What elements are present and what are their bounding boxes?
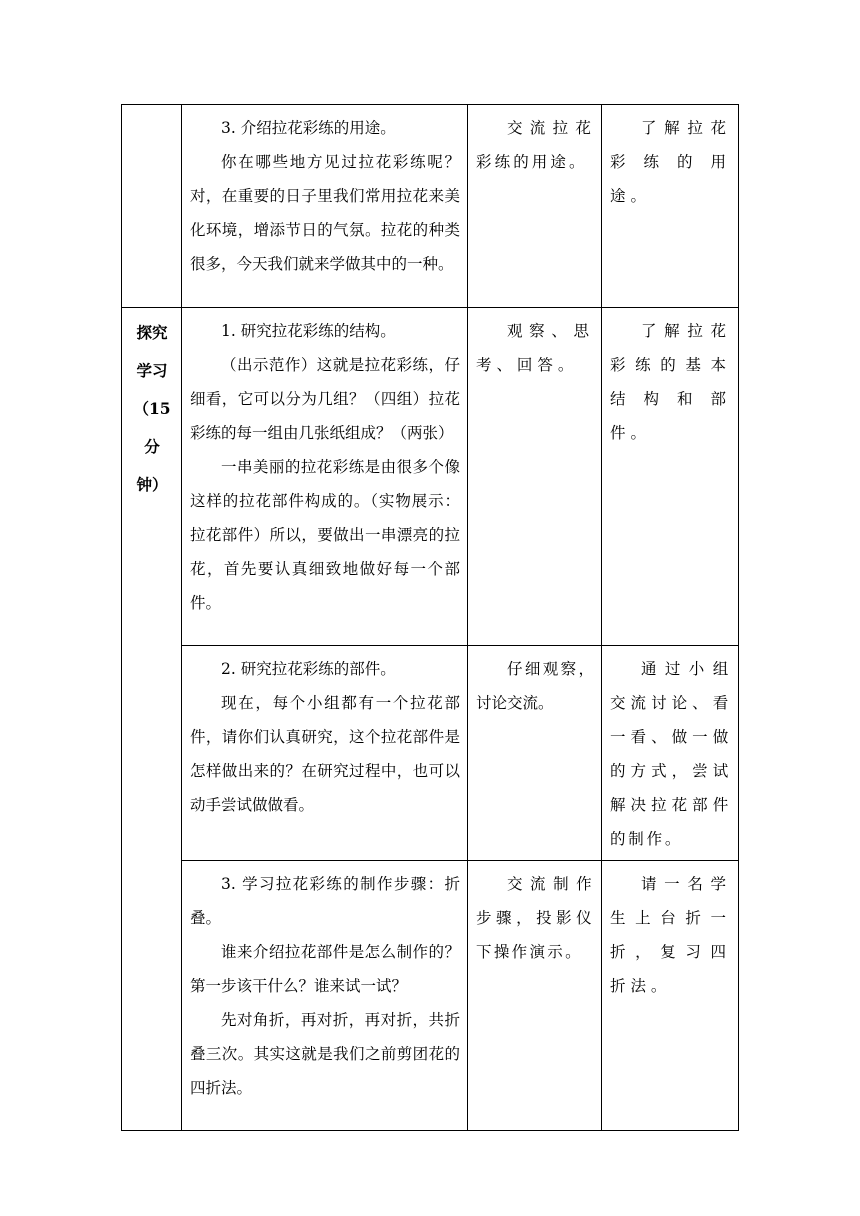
stage-cell-empty: [122, 105, 182, 308]
activity-heading: 3. 介绍拉花彩练的用途。: [221, 119, 396, 137]
activity-heading: 1. 研究拉花彩练的结构。: [221, 322, 396, 340]
student-activity-text: 仔细观察，讨论交流。: [476, 660, 594, 712]
student-activity-cell: [468, 105, 602, 308]
design-intent-text: 通过小组交流讨论、看一看、做一做的方式，尝试解决拉花部件的制作。: [610, 660, 731, 848]
design-intent-text: 了解拉花彩练的基本结构和部件。: [610, 322, 731, 442]
activity-paragraph: 现在，每个小组都有一个拉花部件，请你们认真研究，这个拉花部件是怎样做出来的？在研究过程中，也可以动手尝试做做看。: [190, 694, 460, 814]
student-activity-cell: [468, 646, 602, 861]
stage-label-line: 探究: [136, 323, 168, 342]
activity-paragraph: （出示范作）这就是拉花彩练，仔细看，它可以分为几组？（四组）拉花彩练的每一组由几张纸组成？（两张）: [190, 356, 460, 442]
activity-paragraph: 一串美丽的拉花彩练是由很多个像这样的拉花部件构成的。（实物展示：拉花部件）所以，要做出一串漂亮的拉花，首先要认真细致地做好每一个部件。: [190, 458, 460, 612]
stage-duration-line: 分: [144, 437, 160, 456]
design-intent-text: 了解拉花彩练的用途。: [610, 119, 731, 205]
stage-duration-line: 钟）: [136, 475, 168, 494]
design-intent-cell: [602, 308, 739, 646]
student-activity-text: 观察、思考、回答。: [476, 322, 594, 374]
stage-duration-line: （15: [133, 399, 171, 418]
design-intent-text: 请一名学生上台折一折，复习四折法。: [610, 875, 731, 995]
student-activity-text: 交流制作步骤，投影仪下操作演示。: [476, 875, 594, 961]
student-activity-cell: [468, 861, 602, 1131]
design-intent-cell: [602, 861, 739, 1131]
table-row: [122, 308, 739, 646]
activity-paragraph: 先对角折，再对折，再对折，共折叠三次。其实这就是我们之前剪团花的四折法。: [190, 1011, 460, 1097]
student-activity-cell: [468, 308, 602, 646]
student-activity-text: 交流拉花彩练的用途。: [476, 119, 594, 171]
activity-heading: 3. 学习拉花彩练的制作步骤：折叠。: [190, 875, 460, 927]
stage-cell: [122, 308, 182, 1131]
table-row: [122, 861, 739, 1131]
teacher-activity-cell: [182, 861, 468, 1131]
table-row: [122, 646, 739, 861]
design-intent-cell: [602, 105, 739, 308]
teacher-activity-cell: [182, 308, 468, 646]
lesson-plan-table: [121, 104, 739, 1131]
teacher-activity-cell: [182, 646, 468, 861]
table-row: [122, 105, 739, 308]
activity-paragraph: 谁来介绍拉花部件是怎么制作的？第一步该干什么？谁来试一试？: [190, 943, 460, 995]
design-intent-cell: [602, 646, 739, 861]
stage-label-line: 学习: [136, 361, 168, 380]
activity-paragraph: 你在哪些地方见过拉花彩练呢？对，在重要的日子里我们常用拉花来美化环境，增添节日的气氛。拉花的种类很多，今天我们就来学做其中的一种。: [190, 153, 460, 273]
teacher-activity-cell: [182, 105, 468, 308]
activity-heading: 2. 研究拉花彩练的部件。: [221, 660, 396, 678]
